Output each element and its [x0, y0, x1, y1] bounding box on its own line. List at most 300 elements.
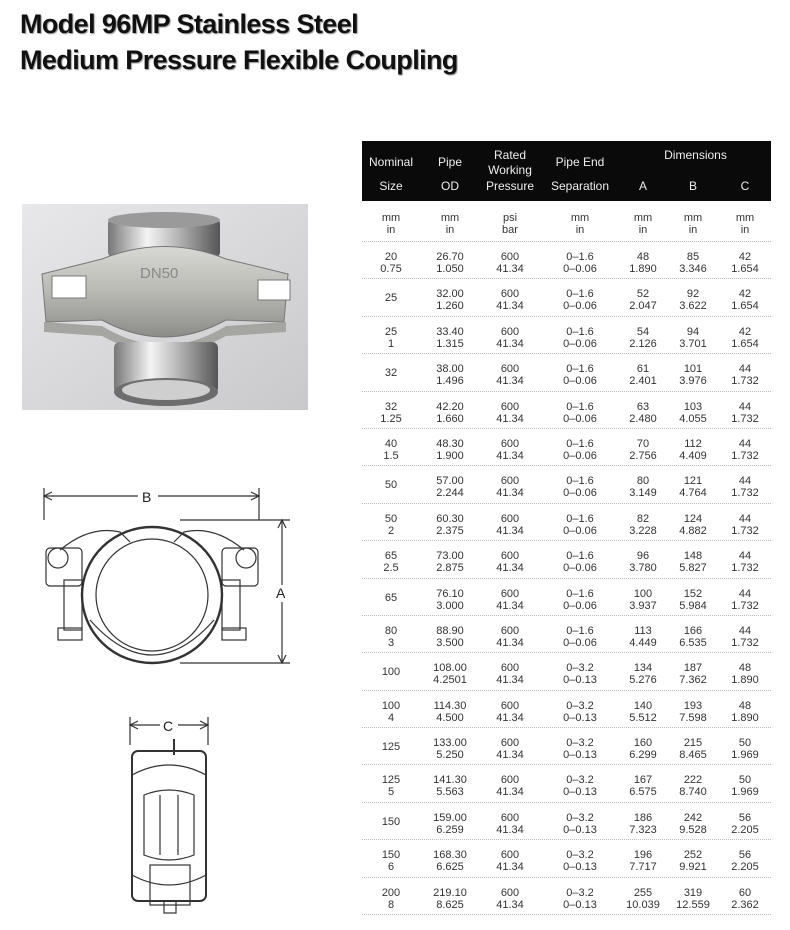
cell-value-secondary: 0–0.06: [563, 412, 597, 425]
cell-value-primary: 600: [500, 475, 520, 488]
table-row: [362, 429, 771, 466]
cell-b: [668, 475, 718, 499]
cell-value-secondary: 41.34: [496, 898, 524, 911]
cell-sep: [545, 363, 615, 387]
cell-sep: [545, 662, 615, 686]
cell-value-primary: 0–3.2: [566, 699, 594, 712]
cell-value-secondary: 41.34: [496, 786, 524, 799]
cell-value-primary: 44: [738, 363, 752, 376]
cell-c: [720, 550, 770, 574]
cell-value-primary: 0–1.6: [566, 624, 594, 637]
cell-size: [362, 887, 420, 911]
cell-value-primary: 103: [683, 400, 703, 413]
cell-value-primary: 600: [500, 624, 520, 637]
unit-secondary: in: [688, 224, 698, 236]
cell-value-primary: 0–3.2: [566, 662, 594, 675]
cell-value-primary: 65: [384, 591, 398, 604]
cell-pr: [480, 774, 540, 798]
cell-c: [720, 662, 770, 686]
cell-value-secondary: 6.575: [629, 786, 657, 799]
cell-value-secondary: 3.149: [629, 487, 657, 500]
cell-value-primary: 56: [738, 811, 752, 824]
cell-a: [620, 662, 666, 686]
cell-size: [362, 326, 420, 350]
cell-size: [362, 774, 420, 798]
table-row: [362, 279, 771, 316]
cell-value-primary: 42: [738, 325, 752, 338]
unit-primary: psi: [502, 212, 518, 224]
cell-a: [620, 363, 666, 387]
cell-value-primary: 20: [384, 251, 398, 263]
cell-value-primary: 160: [633, 737, 653, 750]
cell-b: [668, 700, 718, 724]
cell-value-secondary: 41.34: [496, 711, 524, 724]
cell-sep: [545, 326, 615, 350]
cell-value-secondary: 41.34: [496, 375, 524, 388]
cell-value-primary: 152: [683, 587, 703, 600]
cell-value-secondary: 2.480: [629, 412, 657, 425]
cell-value-primary: 61: [636, 363, 650, 376]
cell-value-primary: 112: [684, 437, 702, 450]
cell-c: [720, 588, 770, 612]
cell-value-secondary: 1.5: [383, 449, 399, 462]
cell-value-secondary: 5.276: [629, 674, 657, 687]
unit-primary: mm: [440, 212, 460, 224]
cell-value-primary: 70: [636, 437, 650, 450]
cell-value-secondary: 7.717: [629, 861, 657, 874]
cell-value-secondary: 4.409: [679, 449, 707, 462]
cell-size: [362, 438, 420, 462]
cell-c: [720, 513, 770, 537]
cell-size: [362, 816, 420, 828]
cell-value-primary: 80: [636, 475, 650, 488]
cell-value-secondary: 0–0.13: [563, 786, 597, 799]
table-row: [362, 579, 771, 616]
title-line-1: Model 96MP Stainless Steel: [20, 9, 359, 39]
header-pipe-end: Pipe End: [555, 155, 605, 169]
cell-value-secondary: 1.315: [436, 337, 464, 350]
cell-b: [668, 251, 718, 275]
cell-value-primary: 255: [633, 886, 653, 899]
cell-sep: [545, 401, 615, 425]
cell-value-primary: 600: [500, 512, 520, 525]
cell-value-secondary: 2: [387, 524, 395, 537]
cell-value-secondary: 41.34: [496, 487, 524, 500]
unit-secondary: in: [740, 224, 750, 236]
cell-value-primary: 42: [738, 288, 752, 301]
cell-value-primary: 159.00: [433, 811, 467, 824]
cell-value-secondary: 2.205: [731, 861, 759, 874]
cell-b: [668, 662, 718, 686]
cell-value-secondary: 0–0.06: [563, 636, 597, 649]
unit-secondary: in: [386, 224, 396, 236]
cell-value-primary: 600: [500, 325, 520, 338]
cell-value-primary: 92: [686, 288, 700, 301]
cell-b: [668, 550, 718, 574]
cell-od: [425, 550, 475, 574]
cell-value-primary: 600: [500, 437, 520, 450]
cell-value-primary: 101: [683, 363, 703, 376]
cell-b: [668, 401, 718, 425]
cell-value-primary: 0–3.2: [566, 886, 594, 899]
cell-sep: [545, 774, 615, 798]
unit-pressure: [480, 212, 540, 236]
cell-pr: [480, 737, 540, 761]
cell-size: [362, 292, 420, 304]
cell-pr: [480, 288, 540, 312]
table-row: [362, 803, 771, 840]
cell-b: [668, 513, 718, 537]
cell-value-secondary: 1.900: [436, 449, 464, 462]
cell-value-secondary: 1.732: [731, 524, 759, 537]
unit-sep: [545, 212, 615, 236]
cell-pr: [480, 550, 540, 574]
cell-c: [720, 251, 770, 275]
cell-value-primary: 38.00: [436, 363, 464, 376]
cell-value-primary: 0–3.2: [566, 737, 594, 750]
cell-value-primary: 600: [500, 400, 520, 413]
cell-value-secondary: 6.259: [436, 823, 464, 836]
cell-b: [668, 774, 718, 798]
cell-od: [425, 588, 475, 612]
cell-value-secondary: 1.496: [436, 375, 464, 388]
cell-b: [668, 288, 718, 312]
cell-pr: [480, 513, 540, 537]
cell-value-primary: 121: [683, 475, 703, 488]
cell-a: [620, 774, 666, 798]
cell-pr: [480, 363, 540, 387]
cell-value-secondary: 3.000: [436, 599, 464, 612]
cell-value-primary: 32.00: [436, 288, 464, 301]
cell-value-secondary: 3.622: [679, 300, 707, 313]
cell-a: [620, 700, 666, 724]
cell-pr: [480, 662, 540, 686]
cell-sep: [545, 849, 615, 873]
cell-value-secondary: 41.34: [496, 823, 524, 836]
cell-c: [720, 849, 770, 873]
cell-value-secondary: 41.34: [496, 674, 524, 687]
cell-value-secondary: 6.299: [629, 749, 657, 762]
cell-value-primary: 50: [384, 512, 398, 525]
cell-od: [425, 737, 475, 761]
cell-c: [720, 475, 770, 499]
cell-value-primary: 600: [500, 774, 520, 787]
cell-value-secondary: 1.732: [731, 375, 759, 388]
cell-value-primary: 50: [738, 774, 752, 787]
cell-a: [620, 849, 666, 873]
cell-value-secondary: 0–0.13: [563, 711, 597, 724]
cell-value-primary: 166: [683, 624, 703, 637]
cell-value-secondary: 4.764: [679, 487, 707, 500]
cell-sep: [545, 812, 615, 836]
cell-value-secondary: 1.969: [731, 786, 759, 799]
cell-value-primary: 0–1.6: [566, 363, 594, 376]
cell-value-primary: 600: [500, 251, 520, 263]
cell-value-primary: 0–1.6: [566, 587, 594, 600]
cell-value-primary: 44: [738, 550, 752, 563]
cell-value-primary: 0–3.2: [566, 811, 594, 824]
cell-value-primary: 48.30: [436, 437, 464, 450]
cell-value-secondary: 41.34: [496, 599, 524, 612]
cell-value-primary: 48: [636, 251, 650, 263]
cell-od: [425, 887, 475, 911]
unit-size: [362, 212, 420, 236]
cell-od: [425, 625, 475, 649]
table-row: [362, 354, 771, 391]
cell-value-primary: 600: [500, 550, 520, 563]
cell-value-secondary: 1.050: [436, 263, 464, 275]
cell-value-secondary: 3.937: [629, 599, 657, 612]
cell-value-secondary: 0–0.13: [563, 674, 597, 687]
cell-value-secondary: 4.882: [679, 524, 707, 537]
table-row: [362, 242, 771, 279]
cell-value-primary: 200: [381, 886, 401, 899]
cell-a: [620, 401, 666, 425]
table-row: [362, 840, 771, 877]
cell-pr: [480, 700, 540, 724]
cell-value-secondary: 5.250: [436, 749, 464, 762]
cell-value-primary: 600: [500, 699, 520, 712]
cell-value-secondary: 12.559: [676, 898, 710, 911]
cell-value-secondary: 1.25: [380, 412, 402, 425]
cell-value-secondary: 0–0.13: [563, 898, 597, 911]
cell-value-secondary: 2.126: [629, 337, 657, 350]
cell-pr: [480, 438, 540, 462]
cell-value-primary: 186: [633, 811, 653, 824]
cell-value-secondary: 0–0.06: [563, 263, 597, 275]
cell-value-secondary: 3.976: [679, 375, 707, 388]
cell-value-primary: 319: [683, 886, 703, 899]
header-rated: Rated: [493, 148, 527, 162]
cell-b: [668, 625, 718, 649]
cell-sep: [545, 288, 615, 312]
cell-c: [720, 401, 770, 425]
cell-value-secondary: 1.890: [731, 674, 759, 687]
cell-value-secondary: 41.34: [496, 337, 524, 350]
cell-value-primary: 134: [633, 662, 653, 675]
cell-value-secondary: 0–0.06: [563, 599, 597, 612]
cell-size: [362, 592, 420, 604]
cell-od: [425, 812, 475, 836]
cell-value-primary: 56: [738, 849, 752, 862]
cell-value-primary: 0–1.6: [566, 475, 594, 488]
cell-value-secondary: 2.047: [629, 300, 657, 313]
cell-value-secondary: 1.654: [731, 300, 759, 313]
cell-value-secondary: 1.260: [436, 300, 464, 313]
cell-value-secondary: 41.34: [496, 636, 524, 649]
cell-value-secondary: 0–0.06: [563, 562, 597, 575]
cell-sep: [545, 550, 615, 574]
cell-value-secondary: 0.75: [380, 263, 402, 275]
cell-value-primary: 44: [738, 587, 752, 600]
cell-size: [362, 625, 420, 649]
cell-value-primary: 167: [633, 774, 653, 787]
cell-value-secondary: 6: [387, 861, 395, 874]
cell-sep: [545, 737, 615, 761]
cell-value-secondary: 6.625: [436, 861, 464, 874]
cell-value-primary: 150: [381, 815, 401, 828]
cell-b: [668, 438, 718, 462]
cell-value-primary: 600: [500, 587, 520, 600]
cell-value-secondary: 1.732: [731, 599, 759, 612]
front-view-drawing: [30, 480, 310, 670]
cell-value-primary: 187: [683, 662, 703, 675]
cell-size: [362, 513, 420, 537]
cell-value-secondary: 4.449: [629, 636, 657, 649]
cell-value-secondary: 2.401: [629, 375, 657, 388]
table-header: [362, 141, 771, 201]
cell-value-secondary: 2.362: [731, 898, 759, 911]
cell-value-primary: 100: [381, 699, 401, 712]
cell-pr: [480, 401, 540, 425]
cell-value-secondary: 5.984: [679, 599, 707, 612]
cell-value-secondary: 0–0.13: [563, 823, 597, 836]
cell-value-primary: 65: [384, 550, 398, 563]
cell-value-primary: 50: [738, 737, 752, 750]
cell-value-secondary: 1.732: [731, 636, 759, 649]
cell-value-secondary: 41.34: [496, 263, 524, 275]
cell-value-primary: 125: [381, 741, 401, 754]
cell-value-secondary: 41.34: [496, 861, 524, 874]
cell-b: [668, 588, 718, 612]
cell-value-secondary: 0–0.06: [563, 487, 597, 500]
cell-pr: [480, 588, 540, 612]
unit-primary: mm: [683, 212, 703, 224]
cell-od: [425, 438, 475, 462]
cell-value-primary: 600: [500, 363, 520, 376]
cell-value-primary: 150: [381, 849, 401, 862]
cell-value-secondary: 3: [387, 636, 395, 649]
cell-value-primary: 0–1.6: [566, 288, 594, 301]
unit-c: [720, 212, 770, 236]
cell-od: [425, 475, 475, 499]
cell-value-secondary: 1.969: [731, 749, 759, 762]
cell-value-secondary: 1.890: [731, 711, 759, 724]
cell-value-primary: 60.30: [436, 512, 464, 525]
cell-value-primary: 0–1.6: [566, 512, 594, 525]
cell-size: [362, 367, 420, 379]
cell-value-secondary: 2.244: [436, 487, 464, 500]
cell-pr: [480, 887, 540, 911]
cell-sep: [545, 251, 615, 275]
cell-value-secondary: 41.34: [496, 412, 524, 425]
cell-value-secondary: 5.512: [629, 711, 657, 724]
cell-value-primary: 600: [500, 288, 520, 301]
cell-value-primary: 44: [738, 400, 752, 413]
cell-value-secondary: 9.528: [679, 823, 707, 836]
cell-value-secondary: 7.362: [679, 674, 707, 687]
cell-c: [720, 700, 770, 724]
header-a: A: [638, 179, 647, 193]
cell-a: [620, 812, 666, 836]
unit-primary: mm: [570, 212, 590, 224]
cell-value-primary: 242: [683, 811, 703, 824]
cell-value-secondary: 41.34: [496, 562, 524, 575]
cell-value-primary: 50: [384, 479, 398, 492]
cell-value-secondary: 41.34: [496, 449, 524, 462]
header-pressure: Pressure: [485, 179, 535, 193]
cell-pr: [480, 251, 540, 275]
cell-value-primary: 80: [384, 624, 398, 637]
cell-value-primary: 168.30: [433, 849, 467, 862]
cell-value-primary: 42: [738, 251, 752, 263]
cell-value-secondary: 1.660: [436, 412, 464, 425]
cell-value-secondary: 7.598: [679, 711, 707, 724]
cell-value-secondary: 1.732: [731, 562, 759, 575]
cell-b: [668, 326, 718, 350]
cell-sep: [545, 625, 615, 649]
cell-value-secondary: 0–0.06: [563, 449, 597, 462]
cell-value-primary: 48: [738, 662, 752, 675]
cell-pr: [480, 625, 540, 649]
cell-a: [620, 326, 666, 350]
cell-od: [425, 774, 475, 798]
cell-value-secondary: 10.039: [626, 898, 660, 911]
cell-pr: [480, 326, 540, 350]
table-row: [362, 616, 771, 653]
cell-value-primary: 100: [381, 666, 401, 679]
cell-od: [425, 326, 475, 350]
cell-sep: [545, 700, 615, 724]
cell-value-primary: 0–1.6: [566, 400, 594, 413]
header-nominal: Nominal: [368, 155, 413, 169]
cell-value-secondary: 2.205: [731, 823, 759, 836]
cell-size: [362, 251, 420, 275]
unit-primary: mm: [381, 212, 401, 224]
unit-primary: mm: [633, 212, 653, 224]
unit-secondary: bar: [502, 224, 518, 236]
unit-a: [620, 212, 666, 236]
cell-od: [425, 288, 475, 312]
cell-value-primary: 82: [636, 512, 650, 525]
cell-value-primary: 600: [500, 811, 520, 824]
cell-sep: [545, 475, 615, 499]
table-row: [362, 691, 771, 728]
cell-c: [720, 326, 770, 350]
cell-value-primary: 114.30: [433, 699, 467, 712]
cell-value-secondary: 2.756: [629, 449, 657, 462]
cell-value-secondary: 3.500: [436, 636, 464, 649]
cell-a: [620, 737, 666, 761]
table-row: [362, 541, 771, 578]
header-pipe: Pipe: [437, 155, 463, 169]
cell-a: [620, 887, 666, 911]
cell-value-secondary: 2.5: [383, 562, 399, 575]
cell-size: [362, 666, 420, 678]
cell-value-primary: 44: [738, 475, 752, 488]
cell-value-primary: 94: [686, 325, 700, 338]
cell-value-primary: 124: [683, 512, 703, 525]
table-row: [362, 466, 771, 503]
table-row: [362, 504, 771, 541]
table-row: [362, 392, 771, 429]
cell-value-primary: 196: [633, 849, 653, 862]
cell-value-secondary: 4: [387, 711, 395, 724]
header-c: C: [740, 179, 750, 193]
cell-od: [425, 513, 475, 537]
dimension-b-label: B: [142, 489, 152, 505]
cell-value-secondary: 1.732: [731, 449, 759, 462]
cell-b: [668, 363, 718, 387]
cell-value-primary: 222: [683, 774, 703, 787]
cell-pr: [480, 849, 540, 873]
cell-c: [720, 363, 770, 387]
table-row: [362, 317, 771, 354]
dimensions-table: [362, 141, 771, 915]
cell-value-secondary: 7.323: [629, 823, 657, 836]
cell-a: [620, 438, 666, 462]
header-size: Size: [379, 179, 403, 193]
